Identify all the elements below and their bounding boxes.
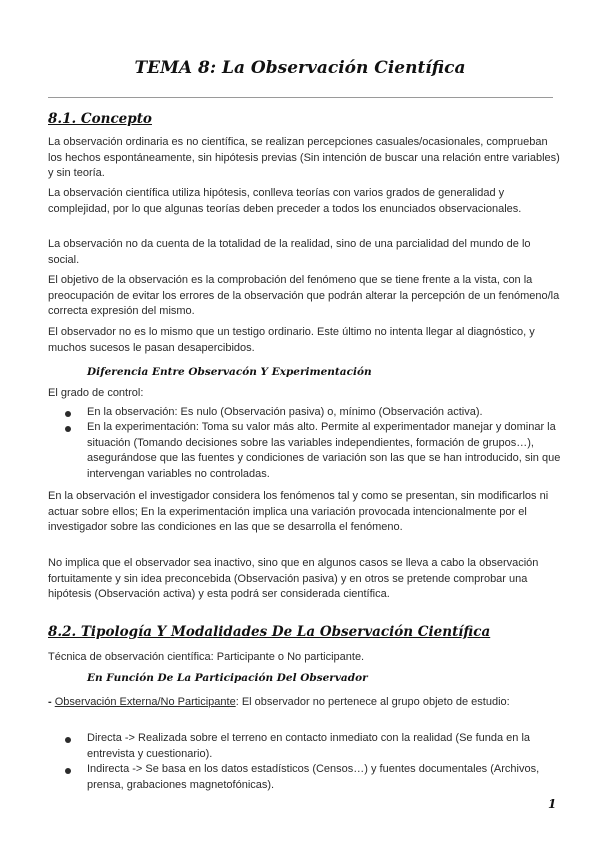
bullet-icon (65, 737, 71, 743)
external-observation-text: : El observador no pertenece al grupo objeto de estudio: (235, 696, 510, 708)
section-heading-concepto: 8.1. Concepto (48, 111, 152, 127)
bullet-icon (65, 411, 71, 417)
page-title: TEMA 8: La Observación Científica (134, 58, 466, 78)
paragraph: Técnica de observación científica: Participante o No participante. (48, 651, 365, 663)
paragraph: La observación no da cuenta de la totalidad de la realidad, sino de una parcialidad del mundo de lo social. (48, 238, 531, 266)
list-item: En la observación: Es nulo (Observación pasiva) o, mínimo (Observación activa). (87, 406, 483, 418)
paragraph: La observación ordinaria es no científica, se realizan percepciones casuales/ocasionales, comprueban los hechos espontáneamente, sin hipótesis previas (Sin intención de buscar una relación entre variables) y sin teoría. (48, 136, 560, 180)
section-heading-tipologia: 8.2. Tipología Y Modalidades De La Observación Científica (48, 624, 491, 640)
subheading-diferencia: Diferencia Entre Observacón Y Experimentación (87, 366, 372, 378)
title-divider (48, 97, 553, 98)
paragraph: La observación científica utiliza hipótesis, conlleva teorías con varios grados de generalidad y complejidad, por lo que algunas teorías deben preceder a todos los enunciados observacionales. (48, 187, 522, 215)
external-observation-label: Observación Externa/No Participante (54, 696, 236, 708)
paragraph: El observador no es lo mismo que un testigo ordinario. Este último no intenta llegar al diagnóstico, y muchos sucesos le pasan desapercibidos. (48, 326, 535, 354)
paragraph-external-observation (48, 695, 560, 711)
paragraph: No implica que el observador sea inactivo, sino que en algunos casos se lleva a cabo la observación fortuitamente y sin idea preconcebida (Observación pasiva) y en otros se pretende comprobar una hipótesis (Observación activa) y esta podrá ser considerada científica. (48, 557, 539, 601)
list-item: Directa -> Realizada sobre el terreno en contacto inmediato con la realidad (Se funda en la entrevista y cuestionario). (87, 732, 531, 760)
subheading-participacion: En Función De La Participación Del Observador (87, 672, 368, 684)
bullet-icon (65, 426, 71, 432)
paragraph: El grado de control: (48, 387, 144, 399)
paragraph: El objetivo de la observación es la comprobación del fenómeno que se tiene frente a la vista, con la preocupación de evitar los errores de la observación que podrán alterar la percepción de un fenómeno/la correcta expresión del mismo. (48, 274, 560, 318)
bullet-icon (65, 768, 71, 774)
page-number: 1 (548, 797, 557, 811)
list-item: En la experimentación: Toma su valor más alto. Permite al experimentador manejar y dominar la situación (Tomando decisiones sobre las variables independientes, formación de grupos…), asegurándose que las fuentes y condiciones de variación son las que se han introducido, sin que intervengan variables no controladas. (87, 421, 561, 480)
dash: - (48, 696, 55, 708)
list-item: Indirecta -> Se basa en los datos estadísticos (Censos…) y fuentes documentales (Archivos, prensa, grabaciones magnetofónicas). (87, 763, 540, 791)
paragraph: En la observación el investigador considera los fenómenos tal y como se presentan, sin modificarlos ni actuar sobre ellos; En la experimentación implica una variación provocada intencionalmente por el investigador sobre las condiciones en las que se desarrolla el fenómeno. (48, 490, 549, 534)
